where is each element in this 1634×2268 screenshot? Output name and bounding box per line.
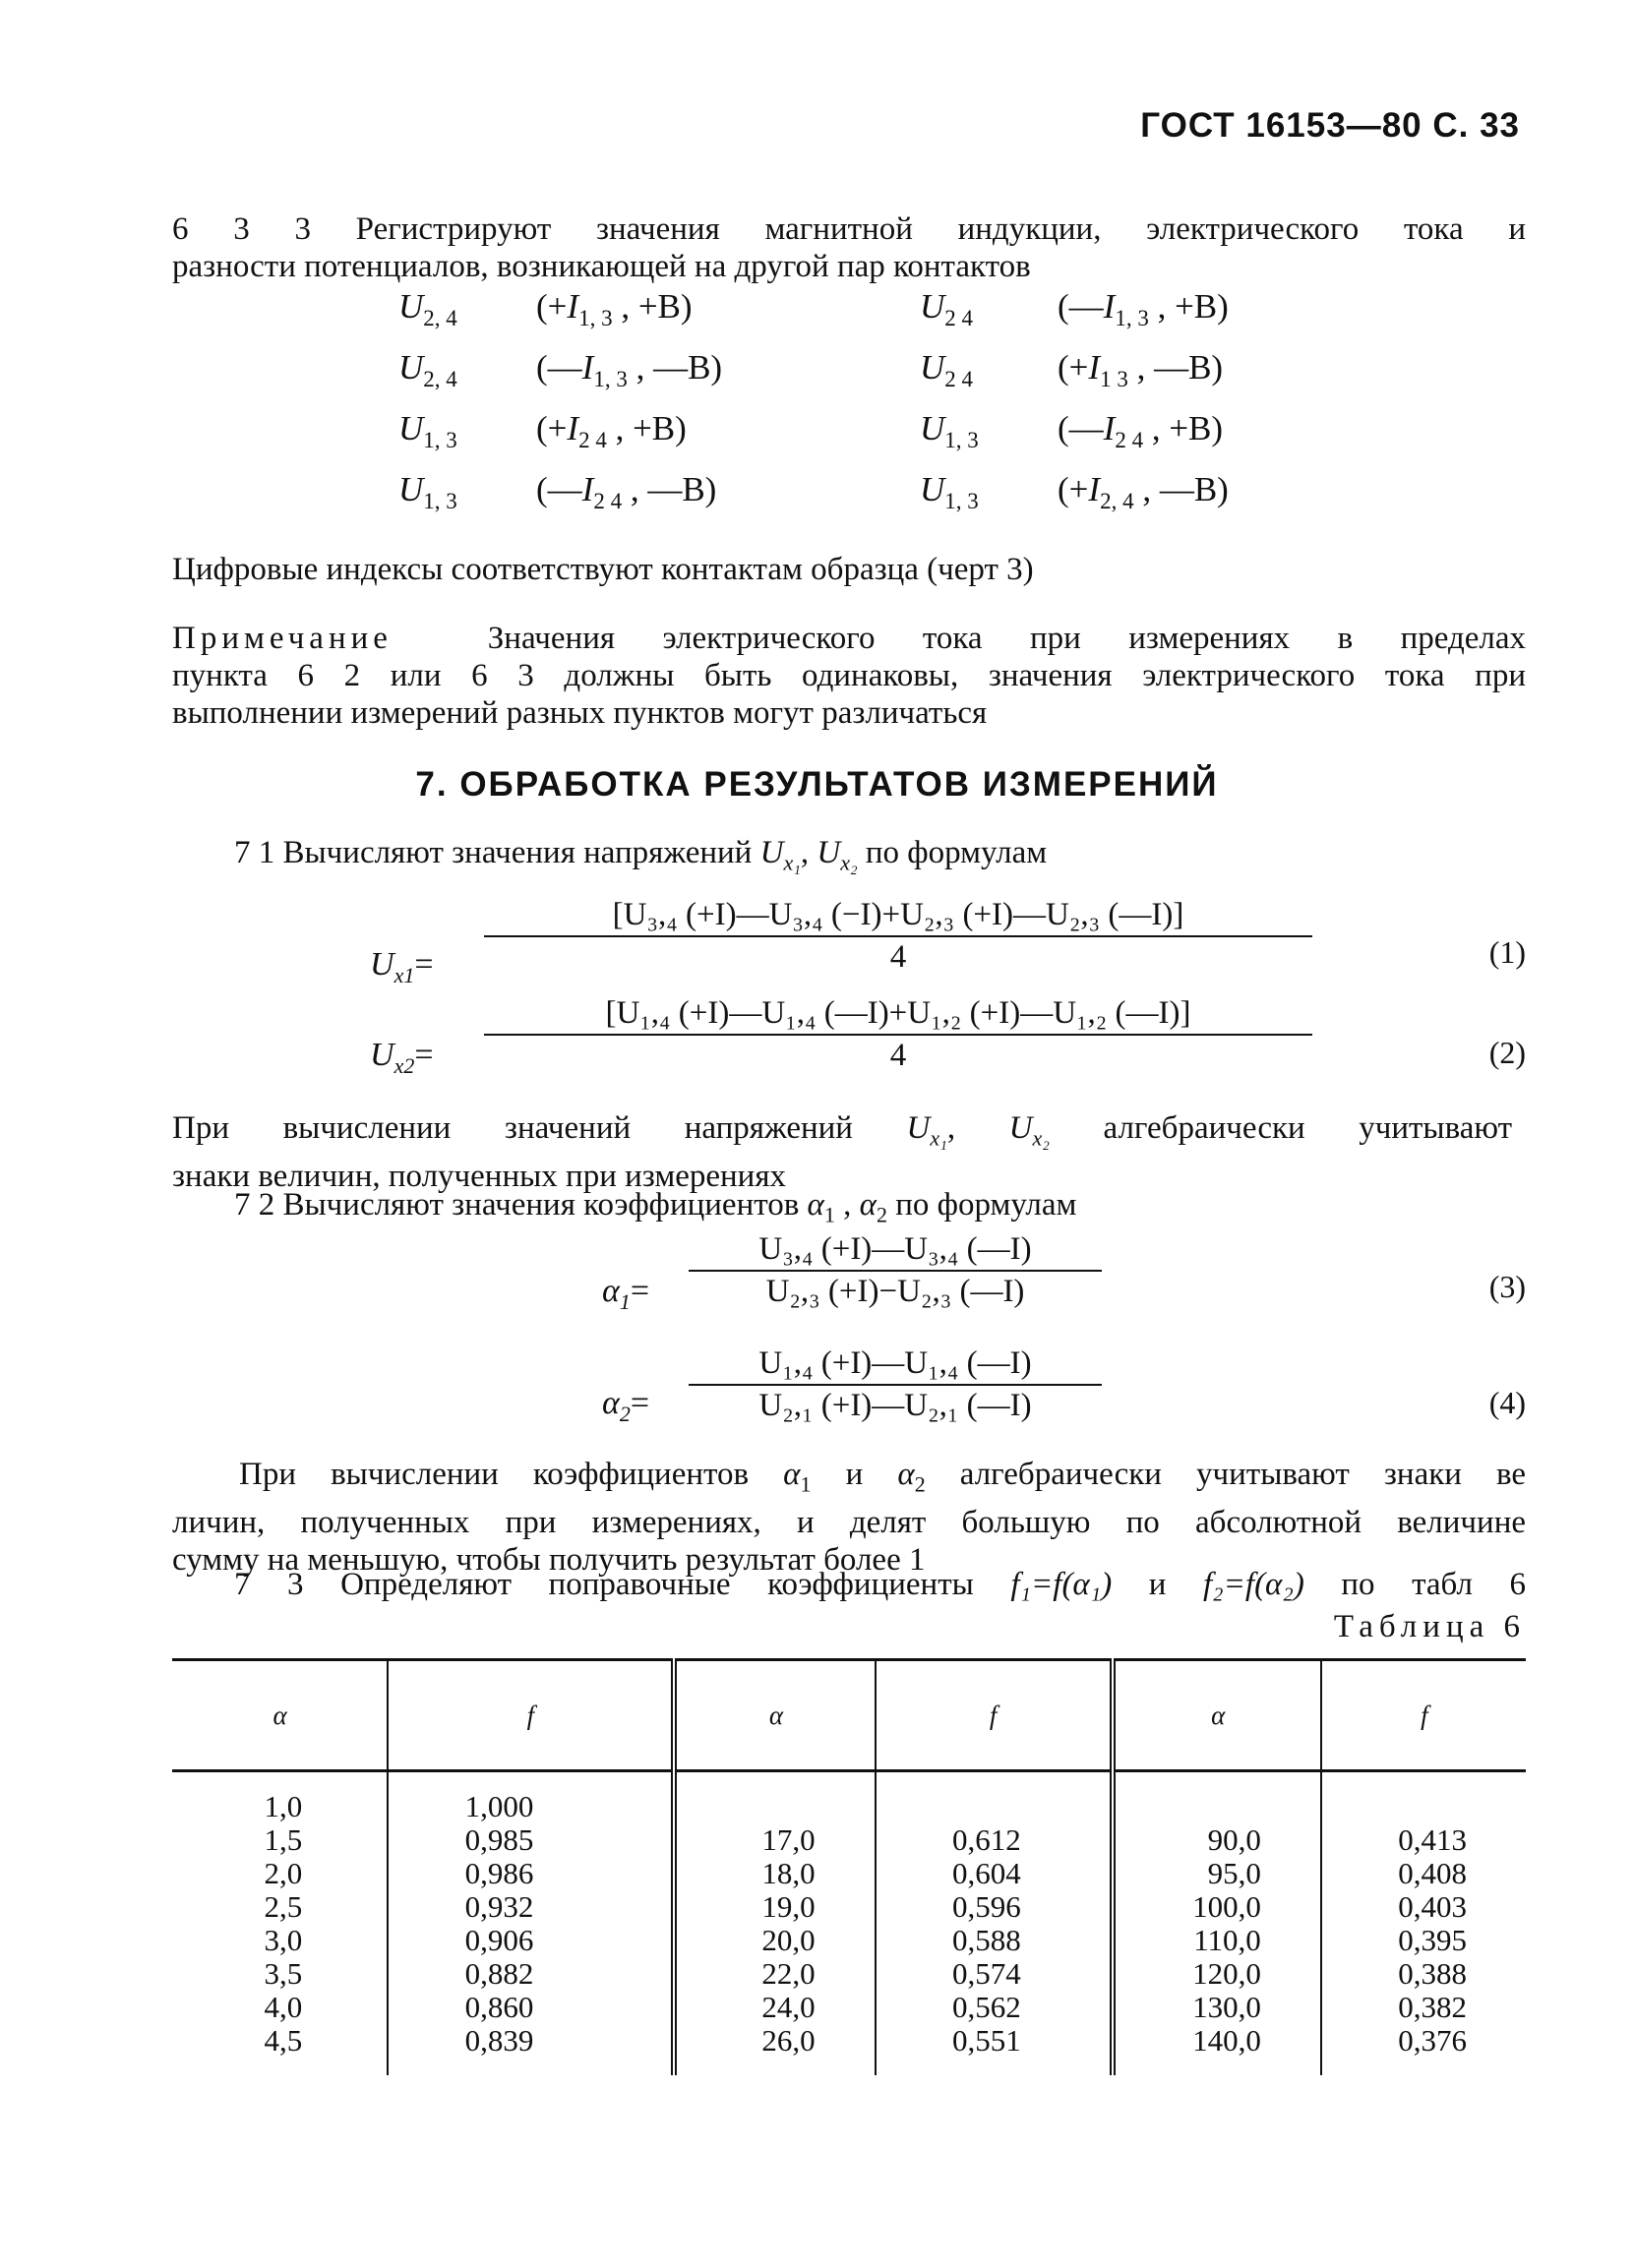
table-cell: 110,0: [1113, 1924, 1321, 1957]
table-cell: [1321, 1790, 1526, 1823]
header-alpha-3: α: [1113, 1660, 1321, 1771]
p71-after: по формулам: [865, 835, 1048, 870]
paragraph-71: 7 1 Вычисляют значения напряжений $U_{x_1}$, $U_{x_2}$ по формулам: [234, 835, 1048, 875]
table-cell: 0,382: [1321, 1991, 1526, 2024]
note-label: Примечание: [172, 621, 393, 656]
table-cell: 17,0: [674, 1823, 875, 1857]
section-title: 7. ОБРАБОТКА РЕЗУЛЬТАТОВ ИЗМЕРЕНИЙ: [415, 765, 1219, 804]
measurement-row: $U_{1, 3}$ ($—I_{2 4}$ , —B) $U_{1, 3}$ ($+I_{2, 4}$ , —B): [398, 470, 1229, 513]
formula-3-numerator: U₃,₄ (+I)—U₃,₄ (—I): [758, 1231, 1032, 1267]
header-f-2: f: [876, 1660, 1113, 1771]
formula-4-numerator: U₁,₄ (+I)—U₁,₄ (—I): [758, 1345, 1032, 1381]
formula-3: [689, 1231, 1102, 1310]
formula-1-lhs: $U_{x1}=$: [370, 946, 434, 987]
table-cell: 18,0: [674, 1857, 875, 1890]
formula-1: [484, 897, 1312, 976]
formula-4: [689, 1345, 1102, 1424]
table-cell: 0,388: [1321, 1957, 1526, 1991]
table-cell: 0,395: [1321, 1924, 1526, 1957]
table-cell: 1,0: [264, 1789, 303, 1823]
table-cell: 0,588: [876, 1924, 1113, 1957]
formula-2-denominator: 4: [889, 1038, 907, 1073]
table-cell: 1,5: [264, 1822, 303, 1857]
table-cell: 3,5: [264, 1956, 303, 1991]
measurement-row: $U_{2, 4}$ ($—I_{1, 3}$ , —B) $U_{2 4}$ ($+I_{1 3}$ , —B): [398, 348, 1224, 391]
header-alpha-1: α: [172, 1660, 388, 1771]
formula-2: [484, 995, 1312, 1074]
formula-2-lhs: $U_{x2}=$: [370, 1037, 434, 1078]
formula-3-number: (3): [1488, 1269, 1526, 1304]
note-line2: пункта 6 2 или 6 3 должны быть одинаковы, значения электрического тока при: [172, 658, 1526, 693]
table-row: [172, 1924, 1526, 1957]
table-cell: 0,596: [876, 1890, 1113, 1924]
formula-4-denominator: U₂,₁ (+I)—U₂,₁ (—I): [758, 1388, 1032, 1423]
table-cell: 2,5: [264, 1889, 303, 1924]
digital-indices-note: Цифровые индексы соответствуют контактам образца (черт 3): [172, 552, 1034, 587]
table-cell: 4,5: [264, 2023, 303, 2058]
paragraph-633: [172, 210, 1526, 285]
table-row: [172, 1857, 1526, 1890]
header-f-1: f: [388, 1660, 674, 1771]
formula-1-numerator: [U₃,₄ (+I)—U₃,₄ (−I)+U₂,₃ (+I)—U₂,₃ (—I)]: [612, 897, 1184, 932]
formula-1-denominator: 4: [889, 939, 907, 975]
formula-2-numerator: [U₁,₄ (+I)—U₁,₄ (—I)+U₁,₂ (+I)—U₁,₂ (—I)]: [605, 995, 1191, 1031]
table-row: [172, 1890, 1526, 1924]
table-cell: 0,906: [388, 1924, 674, 1957]
table-cell: 2,0: [264, 1856, 303, 1890]
table-cell: 0,562: [876, 1991, 1113, 2024]
table-row: [172, 1790, 1526, 1823]
table-cell: 20,0: [674, 1924, 875, 1957]
p-after4-line3: сумму на меньшую, чтобы получить результат более 1: [172, 1541, 926, 1578]
table-cell: 130,0: [1113, 1991, 1321, 2024]
table-caption: Таблица 6: [1333, 1609, 1526, 1644]
table-cell: 0,985: [388, 1823, 674, 1857]
note-line3: выполнении измерений разных пунктов могут различаться: [172, 695, 988, 731]
table-cell: 19,0: [674, 1890, 875, 1924]
p71-comma: ,: [800, 835, 810, 870]
paragraph-633-line2: разности потенциалов, возникающей на другой пар контактов: [172, 249, 1031, 284]
table-cell: 95,0: [1113, 1857, 1321, 1890]
formula-3-denominator: U₂,₃ (+I)−U₂,₃ (—I): [765, 1274, 1025, 1309]
note-line1: Значения электрического тока при измерениях в пределах: [487, 621, 1526, 656]
measurement-row: $U_{2, 4}$ ($+I_{1, 3}$ , +B) $U_{2 4}$ ($—I_{1, 3}$ , +B): [398, 287, 1229, 330]
note-block: [172, 620, 1526, 732]
page-header: ГОСТ 16153—80 С. 33: [1140, 106, 1520, 145]
table-cell: 0,932: [388, 1890, 674, 1924]
table-cell: [1113, 1790, 1321, 1823]
table-cell: 0,882: [388, 1957, 674, 1991]
table-cell: 0,839: [388, 2024, 674, 2058]
paragraph-after-formula-2: При вычислении значений напряжений $U_{x_1}$, $U_{x_2}$ алгебраически учитывают знаки величин, полученных при измерениях: [172, 1110, 1513, 1194]
table-header-row: [172, 1660, 1526, 1771]
table-row: [172, 1991, 1526, 2024]
table-cell: 0,551: [876, 2024, 1113, 2058]
table-cell: 0,376: [1321, 2024, 1526, 2058]
table-cell: 0,408: [1321, 1857, 1526, 1890]
table-cell: 26,0: [674, 2024, 875, 2058]
header-f-3: f: [1321, 1660, 1526, 1771]
p71-text: 7 1 Вычисляют значения напряжений: [234, 835, 753, 870]
formula-1-number: (1): [1488, 934, 1526, 970]
formula-4-number: (4): [1488, 1385, 1526, 1420]
table-6: [172, 1658, 1526, 2075]
formula-4-lhs: $\alpha_2=$: [602, 1385, 650, 1426]
table-cell: 1,000: [388, 1790, 674, 1823]
table-cell: 24,0: [674, 1991, 875, 2024]
table-cell: 0,403: [1321, 1890, 1526, 1924]
paragraph-633-line1: 6 3 3 Регистрируют значения магнитной индукции, электрического тока и: [172, 211, 1526, 247]
table-row: [172, 1957, 1526, 1991]
table-row: [172, 1823, 1526, 1857]
table-cell: 0,604: [876, 1857, 1113, 1890]
table-cell: 120,0: [1113, 1957, 1321, 1991]
paragraph-after-formula-4: При вычислении коэффициентов $\alpha_1$ и $\alpha_2$ алгебраически учитывают знаки ве личин, полученных при измерениях, и делят большую по абсолютной величине сумму на меньшую, чтобы получить результат более 1: [172, 1457, 1527, 1578]
table-cell: 3,0: [264, 1923, 303, 1957]
table-cell: 100,0: [1113, 1890, 1321, 1924]
table-cell: 90,0: [1113, 1823, 1321, 1857]
p-after2-line2: знаки величин, полученных при измерениях: [172, 1158, 787, 1194]
table-row: [172, 2024, 1526, 2058]
formula-3-lhs: $\alpha_1=$: [602, 1273, 650, 1314]
table-cell: 0,986: [388, 1857, 674, 1890]
formula-2-number: (2): [1488, 1035, 1526, 1070]
paragraph-73: 7 3 Определяют поправочные коэффициенты f₁=f(α₁) и f₂=f(α₂) по табл 6: [234, 1567, 1527, 1602]
table-cell: [876, 1790, 1113, 1823]
header-alpha-2: α: [674, 1660, 875, 1771]
table-cell: 140,0: [1113, 2024, 1321, 2058]
table-cell: [674, 1790, 875, 1823]
table-cell: 0,860: [388, 1991, 674, 2024]
table-cell: 0,413: [1321, 1823, 1526, 1857]
measurement-row: $U_{1, 3}$ ($+I_{2 4}$ , +B) $U_{1, 3}$ ($—I_{2 4}$ , +B): [398, 409, 1224, 452]
table-cell: 4,0: [264, 1990, 303, 2024]
table-cell: 22,0: [674, 1957, 875, 1991]
table-cell: 0,612: [876, 1823, 1113, 1857]
paragraph-72: 7 2 Вычисляют значения коэффициентов $\alpha_1$ , $\alpha_2$ по формулам: [234, 1187, 1077, 1227]
p-after4-line2: личин, полученных при измерениях, и делят большую по абсолютной величине: [172, 1504, 1526, 1540]
table-cell: 0,574: [876, 1957, 1113, 1991]
